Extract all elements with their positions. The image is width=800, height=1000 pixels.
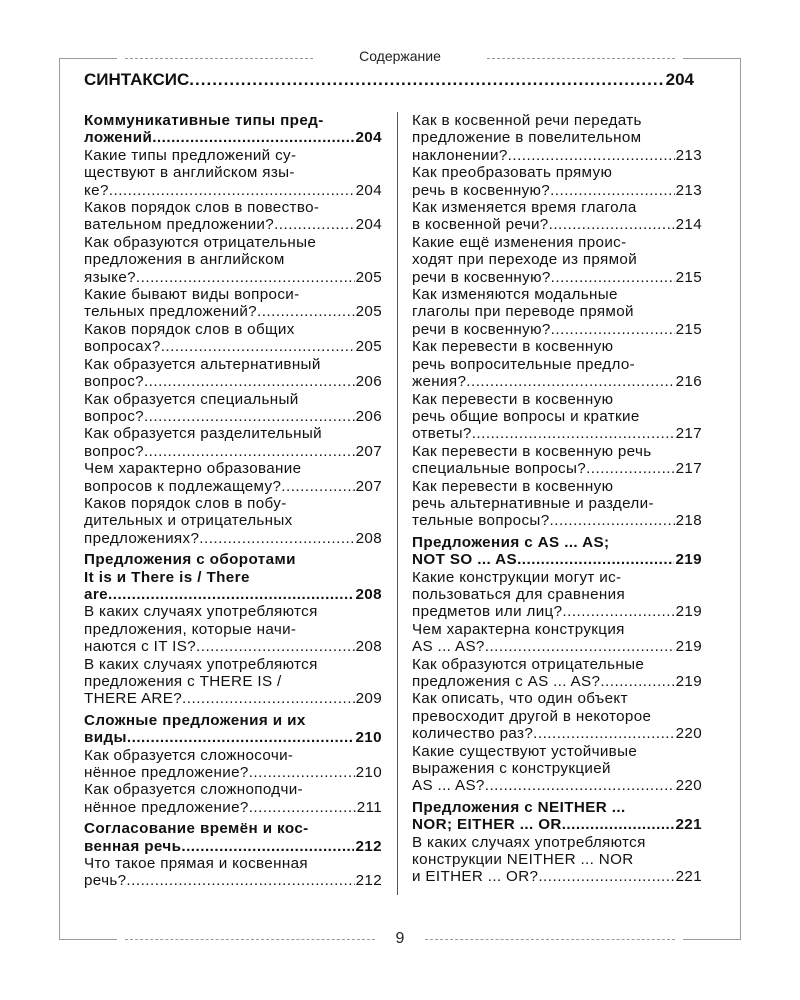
- toc-entry-last-line: [412, 425, 702, 442]
- toc-entry-line: превосходит другой в некоторое: [412, 707, 652, 725]
- toc-page-number: 204: [355, 181, 382, 199]
- toc-right-column: [412, 112, 702, 886]
- toc-entry-line: Каков порядок слов в побу-: [84, 494, 287, 512]
- toc-entry-line: AS ... AS?: [412, 638, 485, 656]
- toc-page-number: 213: [675, 181, 702, 199]
- toc-entry-last-line: [84, 838, 382, 855]
- column-divider: [397, 112, 398, 895]
- toc-entry-line: Как изменяются модальные: [412, 286, 618, 304]
- toc-entry[interactable]: [412, 286, 702, 338]
- toc-page-number: 209: [355, 690, 382, 708]
- toc-entry-line: ществуют в английском язы-: [84, 164, 295, 182]
- toc-page-number: 205: [355, 303, 382, 321]
- toc-entry-line: выражения с конструкцией: [412, 760, 611, 778]
- toc-entry-line: тельные вопросы?: [412, 512, 550, 530]
- toc-left-column: [84, 112, 382, 890]
- toc-entry-line: Как преобразовать прямую: [412, 164, 613, 182]
- toc-entry-line: Как изменяется время глагола: [412, 199, 637, 217]
- toc-entry-line: количество раз?: [412, 725, 534, 743]
- toc-entry-line: Чем характерна конструкция: [412, 620, 625, 638]
- toc-entry-last-line: [84, 269, 382, 286]
- toc-page-number: 216: [675, 373, 702, 391]
- toc-entry-line: Коммуникативные типы пред-: [84, 112, 324, 129]
- toc-leader-dots: [517, 551, 674, 568]
- toc-leader-dots: [600, 673, 674, 690]
- toc-entry-line: Предложения с NEITHER ...: [412, 798, 626, 816]
- toc-entry-line: виды: [84, 729, 127, 747]
- toc-entry-line: вопросов к подлежащему?: [84, 477, 282, 495]
- toc-entry-line: Согласование времён и кос-: [84, 820, 309, 838]
- toc-page-number: 221: [675, 868, 702, 886]
- toc-entry-last-line: [412, 182, 702, 199]
- toc-entry-line: Какие конструкции могут ис-: [412, 568, 622, 586]
- toc-leader-dots: [549, 216, 675, 233]
- toc-leader-dots: [127, 729, 355, 746]
- toc-entry-last-line: [84, 338, 382, 355]
- toc-entry-last-line: [84, 638, 382, 655]
- toc-entry-line: дительных и отрицательных: [84, 512, 293, 530]
- toc-leader-dots: [562, 603, 674, 620]
- toc-leader-dots: [550, 182, 675, 199]
- toc-entry-last-line: [412, 147, 702, 164]
- toc-page-number: 221: [675, 816, 702, 834]
- toc-entry-last-line: [412, 551, 702, 568]
- toc-entry-line: В каких случаях употребляются: [84, 603, 318, 621]
- toc-entry-line: ходят при переходе из прямой: [412, 251, 638, 269]
- toc-entry[interactable]: [412, 112, 702, 164]
- toc-leader-dots: [274, 216, 355, 233]
- toc-entry[interactable]: [84, 747, 382, 782]
- toc-entry-line: Чем характерно образование: [84, 460, 302, 478]
- toc-entry-line: нённое предложение?: [84, 764, 249, 782]
- toc-entry-line: Какие бывают виды вопроси-: [84, 286, 300, 304]
- toc-entry-line: тельных предложений?: [84, 303, 257, 321]
- toc-entry-line: Как в косвенной речи передать: [412, 112, 642, 129]
- toc-entry-line: Что такое прямая и косвенная: [84, 855, 308, 873]
- toc-page-number: 219: [675, 673, 702, 690]
- toc-page-number: 217: [675, 460, 702, 478]
- toc-leader-dots: [508, 147, 675, 164]
- toc-page-number: 214: [675, 216, 702, 234]
- toc-entry-line: речь вопросительные предло-: [412, 355, 636, 373]
- toc-leader-dots: [533, 725, 674, 742]
- toc-entry-line: вопрос?: [84, 442, 144, 460]
- toc-leader-dots: [257, 303, 355, 320]
- toc-entry-last-line: [84, 182, 382, 199]
- toc-entry-line: Как образуются отрицательные: [84, 233, 317, 251]
- toc-entry-line: В каких случаях употребляются: [84, 655, 318, 673]
- toc-entry[interactable]: [84, 286, 382, 321]
- toc-entry-last-line: [412, 512, 702, 529]
- toc-leader-dots: [249, 799, 356, 816]
- toc-leader-dots: [566, 816, 674, 833]
- toc-entry-line: жения?: [412, 373, 467, 391]
- toc-leader-dots: [144, 443, 355, 460]
- toc-leader-dots: [538, 868, 674, 885]
- toc-entry[interactable]: [84, 656, 382, 708]
- toc-entry-last-line: [412, 725, 702, 742]
- toc-entry-line: предложения с AS ... AS?: [412, 673, 601, 690]
- toc-entry-last-line: [84, 764, 382, 781]
- toc-entry-line: вопрос?: [84, 373, 144, 391]
- toc-entry-line: Как перевести в косвенную: [412, 338, 614, 356]
- toc-entry[interactable]: [84, 855, 382, 890]
- toc-page-number: 206: [355, 407, 382, 425]
- toc-entry-line: речи в косвенную?: [412, 320, 551, 338]
- toc-entry-line: языке?: [84, 268, 136, 286]
- toc-page-number: 212: [355, 872, 382, 890]
- toc-entry[interactable]: [412, 478, 702, 530]
- toc-entry-line: It is и There is / There: [84, 568, 250, 586]
- toc-entry-line: Как образуется сложносочи-: [84, 746, 294, 764]
- toc-section-entry[interactable]: [412, 799, 702, 834]
- toc-entry-line: в косвенной речи?: [412, 216, 549, 234]
- toc-entry-last-line: [84, 690, 382, 707]
- toc-entry-line: AS ... AS?: [412, 777, 485, 795]
- toc-entry-line: глаголы при переводе прямой: [412, 303, 634, 321]
- toc-leader-dots: [551, 269, 675, 286]
- toc-entry-last-line: [412, 603, 702, 620]
- toc-entry[interactable]: [412, 164, 702, 199]
- toc-entry-last-line: [84, 216, 382, 233]
- toc-page-number: 219: [675, 603, 702, 621]
- toc-entry-line: вопрос?: [84, 407, 144, 425]
- toc-entry[interactable]: [412, 338, 702, 390]
- toc-leader-dots: [199, 530, 354, 547]
- toc-page-number: 208: [355, 638, 382, 656]
- toc-entry-line: Какие типы предложений су-: [84, 146, 297, 164]
- frame-left-border: [59, 58, 60, 940]
- toc-leader-dots: [109, 182, 355, 199]
- toc-entry-line: Как образуется сложноподчи-: [84, 781, 304, 799]
- toc-entry-line: вопросах?: [84, 338, 161, 356]
- toc-entry[interactable]: [412, 656, 702, 691]
- toc-entry-line: предложения в английском: [84, 251, 285, 269]
- toc-entry-line: ответы?: [412, 425, 472, 443]
- toc-entry[interactable]: [412, 443, 702, 478]
- toc-entry-syntax[interactable]: [84, 70, 694, 90]
- toc-page-number: 215: [675, 268, 702, 286]
- toc-entry[interactable]: [84, 147, 382, 199]
- toc-entry-line: Какие ещё изменения проис-: [412, 233, 627, 251]
- toc-page-number: 220: [675, 725, 702, 743]
- toc-entry-line: Как перевести в косвенную: [412, 390, 614, 408]
- toc-entry-line: предложения, которые начи-: [84, 620, 297, 638]
- toc-entry[interactable]: [412, 569, 702, 621]
- toc-leader-dots: [108, 586, 354, 603]
- page-header-title: Содержание: [359, 48, 441, 64]
- toc-entry-last-line: [412, 777, 702, 794]
- toc-entry[interactable]: [412, 743, 702, 795]
- toc-entry-line: NOR; EITHER ... OR.: [412, 816, 567, 834]
- toc-page-number: 204: [355, 129, 382, 147]
- toc-entry-last-line: [84, 303, 382, 320]
- toc-entry[interactable]: [84, 356, 382, 391]
- toc-entry-line: венная речь: [84, 837, 182, 855]
- frame-right-border: [740, 58, 741, 940]
- toc-page-number: 205: [355, 268, 382, 286]
- toc-leader-dots: [144, 373, 355, 390]
- toc-entry[interactable]: [84, 199, 382, 234]
- toc-page-number: 218: [675, 512, 702, 530]
- toc-page-number: 204: [665, 70, 694, 89]
- toc-entry-line: Каков порядок слов в общих: [84, 320, 295, 338]
- toc-leader-dots: [126, 872, 354, 889]
- toc-leader-dots: [196, 638, 355, 655]
- toc-entry[interactable]: [412, 199, 702, 234]
- toc-leader-dots: [586, 460, 675, 477]
- toc-page-number: 207: [355, 477, 382, 495]
- toc-entry-last-line: [412, 816, 702, 833]
- toc-entry-line: речь в косвенную?: [412, 181, 551, 199]
- toc-entry-last-line: [84, 443, 382, 460]
- toc-page-number: 207: [355, 442, 382, 460]
- toc-entry-label: СИНТАКСИС: [84, 70, 190, 89]
- toc-page-number: 205: [355, 338, 382, 356]
- toc-leader-dots: [181, 838, 354, 855]
- toc-entry[interactable]: [84, 391, 382, 426]
- toc-entry-line: NOT SO ... AS: [412, 551, 518, 569]
- toc-leader-dots: [466, 373, 674, 390]
- toc-entry-line: Как перевести в косвенную речь: [412, 442, 652, 460]
- toc-entry-line: Предложения с оборотами: [84, 551, 296, 569]
- toc-entry-last-line: [412, 216, 702, 233]
- toc-entry[interactable]: [84, 425, 382, 460]
- toc-entry[interactable]: [84, 495, 382, 547]
- toc-leader-dots: [485, 777, 675, 794]
- toc-page-number: 210: [355, 729, 382, 747]
- toc-entry-line: и EITHER ... OR?: [412, 868, 539, 886]
- toc-entry-line: предложение в повелительном: [412, 129, 642, 147]
- page-number: 9: [395, 930, 405, 947]
- toc-entry-line: Как образуются отрицательные: [412, 655, 645, 673]
- toc-leader-dots: [182, 690, 355, 707]
- toc-entry-line: THERE ARE?: [84, 690, 183, 708]
- toc-page-number: 219: [675, 551, 702, 569]
- toc-entry-last-line: [84, 729, 382, 746]
- toc-entry-line: Как образуется альтернативный: [84, 355, 321, 373]
- toc-entry-last-line: [84, 478, 382, 495]
- toc-entry-line: предложениях?: [84, 529, 200, 547]
- toc-entry-line: Какие существуют устойчивые: [412, 742, 638, 760]
- toc-entry-line: нённое предложение?: [84, 798, 249, 816]
- toc-page-number: 208: [355, 529, 382, 547]
- toc-entry-last-line: [412, 638, 702, 655]
- toc-entry-last-line: [84, 408, 382, 425]
- toc-entry-line: речь?: [84, 872, 127, 890]
- toc-entry-line: специальные вопросы?: [412, 460, 587, 478]
- toc-entry[interactable]: [84, 321, 382, 356]
- toc-leader-dots: [152, 129, 354, 146]
- toc-entry-line: Как образуется специальный: [84, 390, 299, 408]
- toc-leader-dots: [281, 478, 354, 495]
- toc-page-number: 204: [355, 216, 382, 234]
- toc-entry-line: пользоваться для сравнения: [412, 585, 626, 603]
- toc-entry[interactable]: [84, 460, 382, 495]
- toc-entry-line: ложений: [84, 129, 153, 147]
- toc-page-number: 206: [355, 373, 382, 391]
- toc-entry-last-line: [412, 373, 702, 390]
- toc-entry-line: речь общие вопросы и краткие: [412, 407, 640, 425]
- toc-page-number: 220: [675, 777, 702, 795]
- toc-entry-last-line: [84, 373, 382, 390]
- toc-leader-dots: [189, 70, 663, 90]
- toc-leader-dots: [551, 321, 675, 338]
- toc-entry-last-line: [84, 586, 382, 603]
- toc-entry-last-line: [412, 460, 702, 477]
- toc-entry-last-line: [84, 129, 382, 146]
- toc-entry-line: наклонении?: [412, 146, 508, 164]
- toc-page-number: 211: [356, 798, 382, 816]
- toc-section-entry[interactable]: [84, 551, 382, 603]
- toc-section-entry[interactable]: [84, 820, 382, 855]
- toc-entry[interactable]: [412, 690, 702, 742]
- toc-entry-last-line: [412, 868, 702, 885]
- toc-entry[interactable]: [412, 834, 702, 886]
- toc-page-number: 219: [675, 638, 702, 656]
- toc-leader-dots: [485, 638, 675, 655]
- toc-entry-line: Как перевести в косвенную: [412, 477, 614, 495]
- toc-page-number: 210: [355, 764, 382, 782]
- toc-entry-line: речь альтернативные и раздели-: [412, 494, 654, 512]
- toc-entry[interactable]: [412, 234, 702, 286]
- toc-page-number: 215: [675, 320, 702, 338]
- toc-entry-line: Предложения с AS ... AS;: [412, 533, 610, 551]
- toc-leader-dots: [550, 512, 675, 529]
- toc-entry-last-line: [412, 673, 702, 690]
- toc-entry-line: Как образуется разделительный: [84, 425, 322, 443]
- toc-entry-line: are: [84, 585, 109, 603]
- toc-leader-dots: [161, 338, 355, 355]
- toc-entry[interactable]: [84, 781, 382, 816]
- toc-entry-line: вательном предложении?: [84, 216, 275, 234]
- toc-section-entry[interactable]: [84, 712, 382, 747]
- toc-entry-line: ке?: [84, 181, 109, 199]
- toc-page-number: 208: [355, 585, 382, 603]
- toc-entry-line: Сложные предложения и их: [84, 711, 306, 729]
- toc-entry-line: конструкции NEITHER ... NOR: [412, 851, 634, 869]
- toc-entry[interactable]: [84, 234, 382, 286]
- toc-entry-line: Каков порядок слов в повество-: [84, 199, 320, 217]
- toc-entry-last-line: [412, 269, 702, 286]
- toc-entry[interactable]: [84, 603, 382, 655]
- toc-section-entry[interactable]: [412, 534, 702, 569]
- toc-page-number: 212: [355, 837, 382, 855]
- toc-entry-last-line: [412, 321, 702, 338]
- toc-entry-last-line: [84, 872, 382, 889]
- toc-leader-dots: [136, 269, 355, 286]
- toc-entry-line: предложения с THERE IS /: [84, 673, 282, 690]
- toc-entry-line: В каких случаях употребляются: [412, 833, 646, 851]
- toc-entry-line: речи в косвенную?: [412, 268, 551, 286]
- toc-leader-dots: [249, 764, 355, 781]
- toc-entry-line: предметов или лиц?: [412, 603, 563, 621]
- toc-entry-line: Как описать, что один объект: [412, 690, 628, 708]
- toc-page-number: 217: [675, 425, 702, 443]
- toc-entry-line: наются с IT IS?: [84, 638, 197, 656]
- toc-leader-dots: [144, 408, 355, 425]
- toc-entry-last-line: [84, 799, 382, 816]
- toc-entry[interactable]: [412, 391, 702, 443]
- toc-entry-last-line: [84, 530, 382, 547]
- toc-section-entry[interactable]: [84, 112, 382, 147]
- toc-entry[interactable]: [412, 621, 702, 656]
- toc-page-number: 213: [675, 146, 702, 164]
- toc-leader-dots: [472, 425, 675, 442]
